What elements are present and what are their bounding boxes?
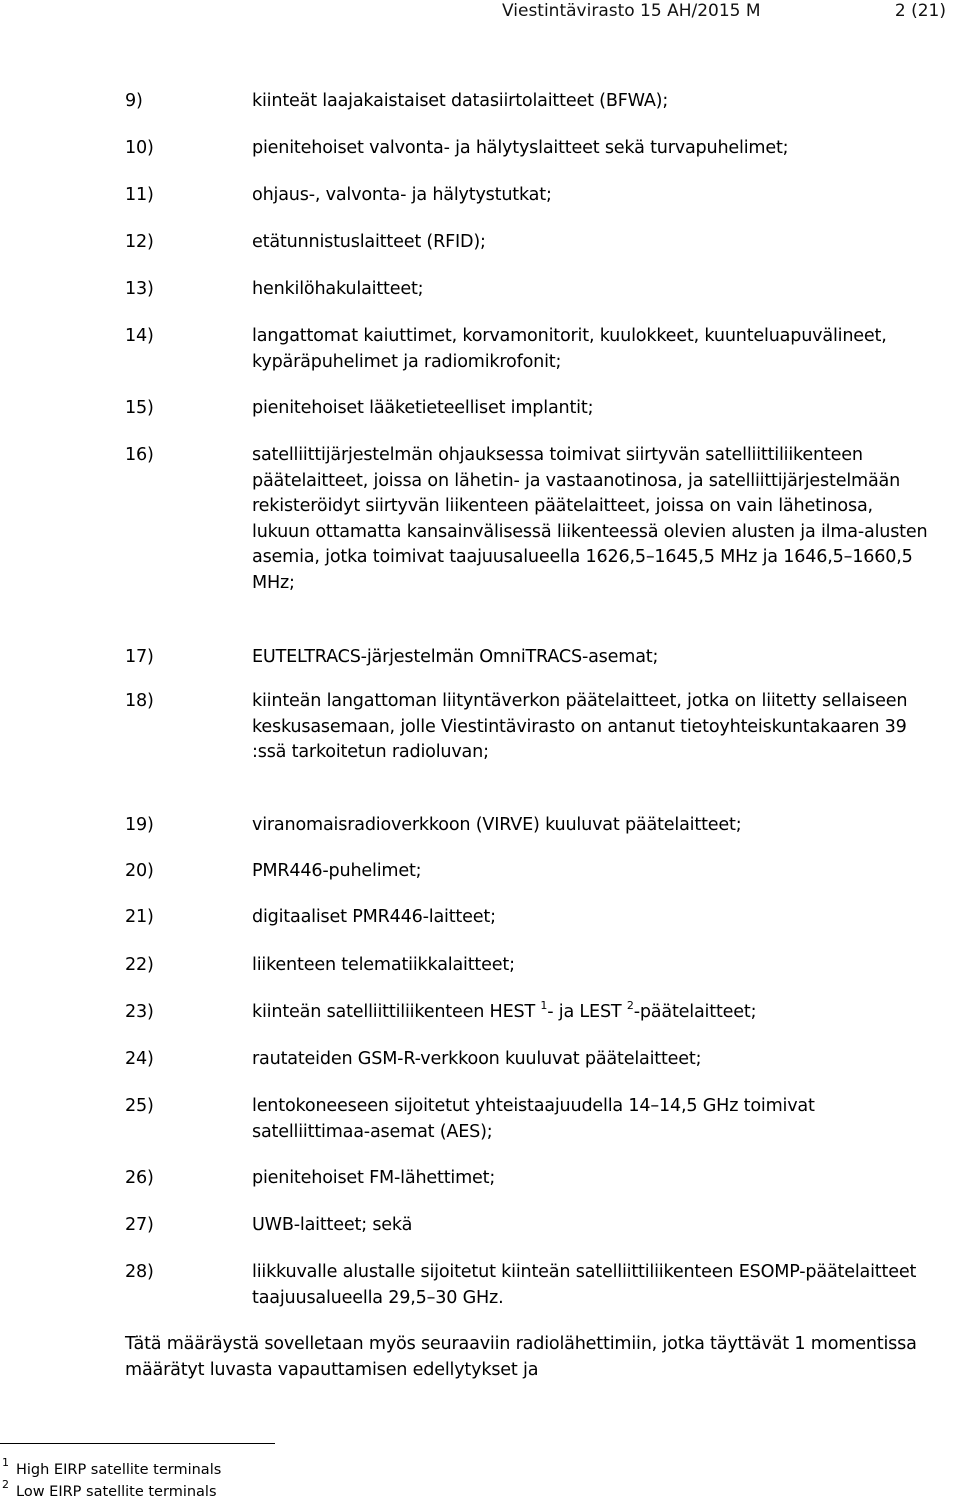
footnote-text: Low EIRP satellite terminals	[16, 1484, 217, 1500]
item-text: lentokoneeseen sijoitetut yhteistaajuudella 14–14,5 GHz toimivat satelliittimaa-asemat (AES);	[252, 1096, 815, 1142]
item-text: EUTELTRACS-järjestelmän OmniTRACS-asemat;	[252, 647, 659, 667]
page-header	[502, 0, 946, 22]
item-number: 24)	[125, 1049, 154, 1069]
footnote	[0, 1478, 217, 1501]
list-item	[125, 1094, 936, 1145]
list-item	[125, 396, 936, 422]
list-item	[125, 230, 936, 256]
item-text: UWB-laitteet; sekä	[252, 1215, 413, 1235]
item-text-part: kiinteän satelliittiliikenteen HEST	[252, 1002, 541, 1022]
list-item	[125, 1260, 936, 1311]
list-item	[125, 1213, 936, 1239]
list-item	[125, 859, 936, 885]
item-number: 19)	[125, 815, 154, 835]
item-text: pienitehoiset FM-lähettimet;	[252, 1168, 496, 1188]
list-item	[125, 183, 936, 209]
list-item	[125, 324, 936, 375]
list-item	[125, 953, 936, 979]
item-number: 26)	[125, 1168, 154, 1188]
item-number: 11)	[125, 185, 154, 205]
item-text: liikkuvalle alustalle sijoitetut kiinteän satelliittiliikenteen ESOMP-päätelaitteet taajuusalueella 29,5–30 GHz.	[252, 1262, 917, 1308]
footnote-text: High EIRP satellite terminals	[16, 1462, 222, 1478]
item-number: 15)	[125, 398, 154, 418]
item-number: 9)	[125, 91, 143, 111]
item-number: 12)	[125, 232, 154, 252]
list-item	[125, 277, 936, 303]
list-item	[125, 1166, 936, 1192]
item-text: pienitehoiset lääketieteelliset implantit;	[252, 398, 594, 418]
item-number: 23)	[125, 1002, 154, 1022]
item-number: 20)	[125, 861, 154, 881]
item-text: kiinteät laajakaistaiset datasiirtolaitteet (BFWA);	[252, 91, 669, 111]
item-text: liikenteen telematiikkalaitteet;	[252, 955, 515, 975]
footnote-mark: 1	[2, 1456, 9, 1469]
item-text: satelliittijärjestelmän ohjauksessa toimivat siirtyvän satelliittiliikenteen päätelaitteet, joissa on lähetin- ja vastaanotinosa, ja satelliittijärjestelmään rekisteröidyt siirtyvän liikenteen päätelaitteet, joissa on vain lähetinosa, lukuun ottamatta kansainvälisessä liikenteessä olevien alusten ja ilma-alusten asemia, jotka toimivat taajuusalueella 1626,5–1645,5 MHz ja 1646,5–1660,5 MHz;	[252, 445, 928, 593]
list-item	[125, 89, 936, 115]
list-item	[125, 136, 936, 162]
footnote-reference: 2	[626, 999, 634, 1013]
footnote-mark: 2	[2, 1478, 9, 1491]
item-text: etätunnistuslaitteet (RFID);	[252, 232, 486, 252]
item-number: 16)	[125, 445, 154, 465]
footnote-separator	[0, 1443, 275, 1444]
item-text-part: - ja LEST	[547, 1002, 627, 1022]
item-number: 13)	[125, 279, 154, 299]
item-text: rautateiden GSM-R-verkkoon kuuluvat päätelaitteet;	[252, 1049, 702, 1069]
item-text	[252, 1000, 936, 1026]
page-number: 2 (21)	[894, 1, 946, 21]
document-reference: Viestintävirasto 15 AH/2015 M	[502, 1, 761, 21]
item-text: kiinteän langattoman liityntäverkon päätelaitteet, jotka on liitetty sellaiseen keskusasemaan, jolle Viestintävirasto on antanut tietoyhteiskuntakaaren 39 :ssä tarkoitetun radioluvan;	[252, 691, 908, 763]
item-text: henkilöhakulaitteet;	[252, 279, 424, 299]
footnote-reference: 1	[540, 999, 548, 1013]
item-number: 28)	[125, 1262, 154, 1282]
item-number: 18)	[125, 691, 154, 711]
list-item	[125, 443, 936, 597]
item-number: 21)	[125, 907, 154, 927]
list-item	[125, 1047, 936, 1073]
item-text: viranomaisradioverkkoon (VIRVE) kuuluvat päätelaitteet;	[252, 815, 742, 835]
item-number: 14)	[125, 326, 154, 346]
item-number: 27)	[125, 1215, 154, 1235]
item-number: 17)	[125, 647, 154, 667]
list-item	[125, 1000, 936, 1026]
closing-paragraph: Tätä määräystä sovelletaan myös seuraaviin radiolähettimiin, jotka täyttävät 1 momentissa määrätyt luvasta vapauttamisen edellytykset ja	[125, 1334, 917, 1380]
item-text: pienitehoiset valvonta- ja hälytyslaitteet sekä turvapuhelimet;	[252, 138, 789, 158]
item-text: langattomat kaiuttimet, korvamonitorit, kuulokkeet, kuunteluapuvälineet, kypäräpuhelimet ja radiomikrofonit;	[252, 326, 887, 372]
list-item	[125, 905, 936, 931]
item-number: 10)	[125, 138, 154, 158]
item-number: 25)	[125, 1096, 154, 1116]
item-text-part: -päätelaitteet;	[633, 1002, 757, 1022]
item-text: ohjaus-, valvonta- ja hälytystutkat;	[252, 185, 552, 205]
list-item	[125, 645, 936, 671]
item-text: PMR446-puhelimet;	[252, 861, 422, 881]
item-number: 22)	[125, 955, 154, 975]
list-item	[125, 813, 936, 839]
list-item	[125, 689, 936, 766]
item-text: digitaaliset PMR446-laitteet;	[252, 907, 496, 927]
footnote	[0, 1456, 222, 1479]
